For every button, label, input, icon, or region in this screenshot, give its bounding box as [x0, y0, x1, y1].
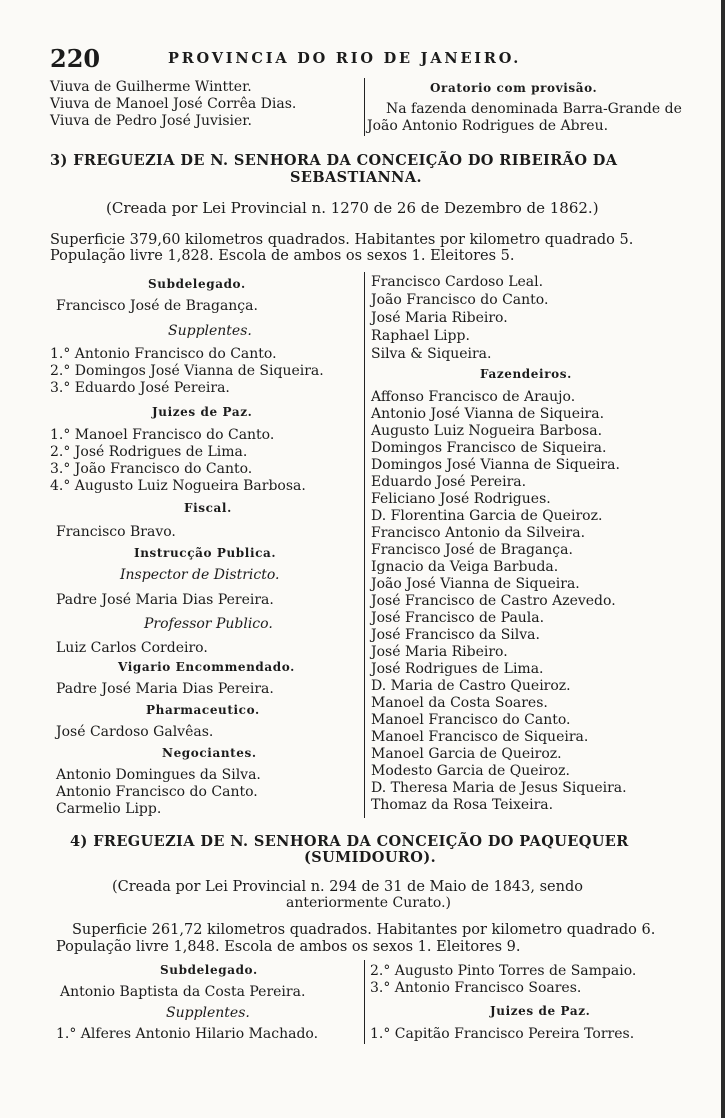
oratorio-heading: Oratorio com provisão. — [430, 81, 598, 95]
list-item: 2.° Domingos José Vianna de Siqueira. — [50, 363, 324, 379]
list-item: Domingos José Vianna de Siqueira. — [371, 457, 620, 473]
list-item: 2.° Augusto Pinto Torres de Sampaio. — [370, 963, 637, 979]
heading-inspector: Inspector de Districto. — [120, 567, 280, 583]
list-item: D. Florentina Garcia de Queiroz. — [371, 508, 603, 524]
running-title: PROVINCIA DO RIO DE JANEIRO. — [168, 50, 522, 67]
subdelegado-name: Antonio Baptista da Costa Pereira. — [60, 984, 306, 1000]
subdelegado-name: Francisco José de Bragança. — [56, 298, 258, 314]
list-item: Modesto Garcia de Queiroz. — [371, 763, 570, 779]
list-item: Carmelio Lipp. — [56, 801, 162, 817]
list-item: João Francisco do Canto. — [371, 292, 549, 308]
oratorio-line: Na fazenda denominada Barra-Grande de — [386, 101, 682, 117]
section-3-creation: (Creada por Lei Provincial n. 1270 de 26 de Dezembro de 1862.) — [106, 199, 599, 217]
heading-fazendeiros: Fazendeiros. — [480, 367, 572, 381]
page-number: 220 — [50, 44, 101, 73]
list-item: José Maria Ribeiro. — [371, 644, 508, 660]
section-4-creation: (Creada por Lei Provincial n. 294 de 31 de Maio de 1843, sendo — [112, 879, 583, 895]
heading-pharmaceutico: Pharmaceutico. — [146, 703, 260, 717]
section-4-title: 4) FREGUEZIA DE N. SENHORA DA CONCEIÇÃO DO PAQUEQUER — [70, 833, 629, 850]
list-item: José Francisco de Castro Azevedo. — [371, 593, 616, 609]
heading-supplentes: Supplentes. — [166, 1005, 250, 1021]
list-item: João José Vianna de Siqueira. — [371, 576, 580, 592]
heading-subdelegado: Subdelegado. — [148, 277, 246, 291]
heading-negociantes: Negociantes. — [162, 746, 257, 760]
list-item: Viuva de Pedro José Juvisier. — [50, 113, 252, 129]
heading-vigario: Vigario Encommendado. — [118, 660, 295, 674]
list-item: 1.° Manoel Francisco do Canto. — [50, 427, 275, 443]
list-item: 3.° Eduardo José Pereira. — [50, 380, 230, 396]
section-4-title-cont: (SUMIDOURO). — [304, 849, 437, 866]
column-divider — [364, 960, 365, 1044]
list-item: Eduardo José Pereira. — [371, 474, 527, 490]
inspector-name: Padre José Maria Dias Pereira. — [56, 592, 274, 608]
column-divider — [364, 272, 365, 818]
heading-juizes: Juizes de Paz. — [490, 1004, 591, 1018]
section-3-stats: População livre 1,828. Escola de ambos os sexos 1. Eleitores 5. — [50, 248, 515, 264]
list-item: 3.° Antonio Francisco Soares. — [370, 980, 582, 996]
list-item: Augusto Luiz Nogueira Barbosa. — [371, 423, 603, 439]
heading-supplentes: Supplentes. — [168, 323, 252, 339]
heading-juizes: Juizes de Paz. — [152, 405, 253, 419]
list-item: 1.° Alferes Antonio Hilario Machado. — [56, 1026, 319, 1042]
heading-fiscal: Fiscal. — [184, 501, 232, 515]
column-divider — [364, 78, 365, 136]
list-item: Silva & Siqueira. — [371, 346, 492, 362]
list-item: Francisco José de Bragança. — [371, 542, 573, 558]
list-item: D. Maria de Castro Queiroz. — [371, 678, 571, 694]
list-item: Manoel Francisco do Canto. — [371, 712, 571, 728]
pharmaceutico-name: José Cardoso Galvêas. — [56, 724, 214, 740]
list-item: Domingos Francisco de Siqueira. — [371, 440, 607, 456]
list-item: 1.° Antonio Francisco do Canto. — [50, 346, 277, 362]
heading-instrucao: Instrucção Publica. — [134, 546, 277, 560]
list-item: Feliciano José Rodrigues. — [371, 491, 551, 507]
list-item: José Maria Ribeiro. — [371, 310, 508, 326]
list-item: 2.° José Rodrigues de Lima. — [50, 444, 248, 460]
section-3-title: 3) FREGUEZIA DE N. SENHORA DA CONCEIÇÃO DO RIBEIRÃO DA — [50, 152, 618, 169]
list-item: Manoel Garcia de Queiroz. — [371, 746, 562, 762]
list-item: 3.° João Francisco do Canto. — [50, 461, 253, 477]
list-item: Thomaz da Rosa Teixeira. — [371, 797, 554, 813]
list-item: D. Theresa Maria de Jesus Siqueira. — [371, 780, 627, 796]
section-4-stats: População livre 1,848. Escola de ambos os sexos 1. Eleitores 9. — [56, 939, 521, 955]
section-4-creation-cont: anteriormente Curato.) — [286, 895, 451, 911]
list-item: José Rodrigues de Lima. — [371, 661, 544, 677]
fiscal-name: Francisco Bravo. — [56, 524, 176, 540]
list-item: Ignacio da Veiga Barbuda. — [371, 559, 559, 575]
section-3-stats: Superficie 379,60 kilometros quadrados. Habitantes por kilometro quadrado 5. — [50, 232, 634, 248]
list-item: Raphael Lipp. — [371, 328, 470, 344]
page-edge-rule — [721, 0, 725, 1118]
list-item: Viuva de Manoel José Corrêa Dias. — [50, 96, 297, 112]
vigario-name: Padre José Maria Dias Pereira. — [56, 681, 274, 697]
section-3-title-cont: SEBASTIANNA. — [290, 169, 422, 186]
list-item: Antonio Francisco do Canto. — [56, 784, 258, 800]
list-item: José Francisco de Paula. — [371, 610, 545, 626]
list-item: Manoel Francisco de Siqueira. — [371, 729, 589, 745]
oratorio-line: João Antonio Rodrigues de Abreu. — [367, 118, 609, 134]
list-item: José Francisco da Silva. — [371, 627, 540, 643]
heading-subdelegado: Subdelegado. — [160, 963, 258, 977]
section-4-stats: Superficie 261,72 kilometros quadrados. Habitantes por kilometro quadrado 6. — [72, 922, 656, 938]
heading-professor: Professor Publico. — [144, 616, 273, 632]
list-item: 1.° Capitão Francisco Pereira Torres. — [370, 1026, 635, 1042]
list-item: Antonio José Vianna de Siqueira. — [371, 406, 605, 422]
list-item: Francisco Cardoso Leal. — [371, 274, 544, 290]
page-header — [50, 46, 690, 72]
list-item: Francisco Antonio da Silveira. — [371, 525, 586, 541]
list-item: Antonio Domingues da Silva. — [56, 767, 261, 783]
list-item: Affonso Francisco de Araujo. — [371, 389, 576, 405]
list-item: 4.° Augusto Luiz Nogueira Barbosa. — [50, 478, 306, 494]
professor-name: Luiz Carlos Cordeiro. — [56, 640, 208, 656]
list-item: Manoel da Costa Soares. — [371, 695, 548, 711]
list-item: Viuva de Guilherme Wintter. — [50, 79, 252, 95]
